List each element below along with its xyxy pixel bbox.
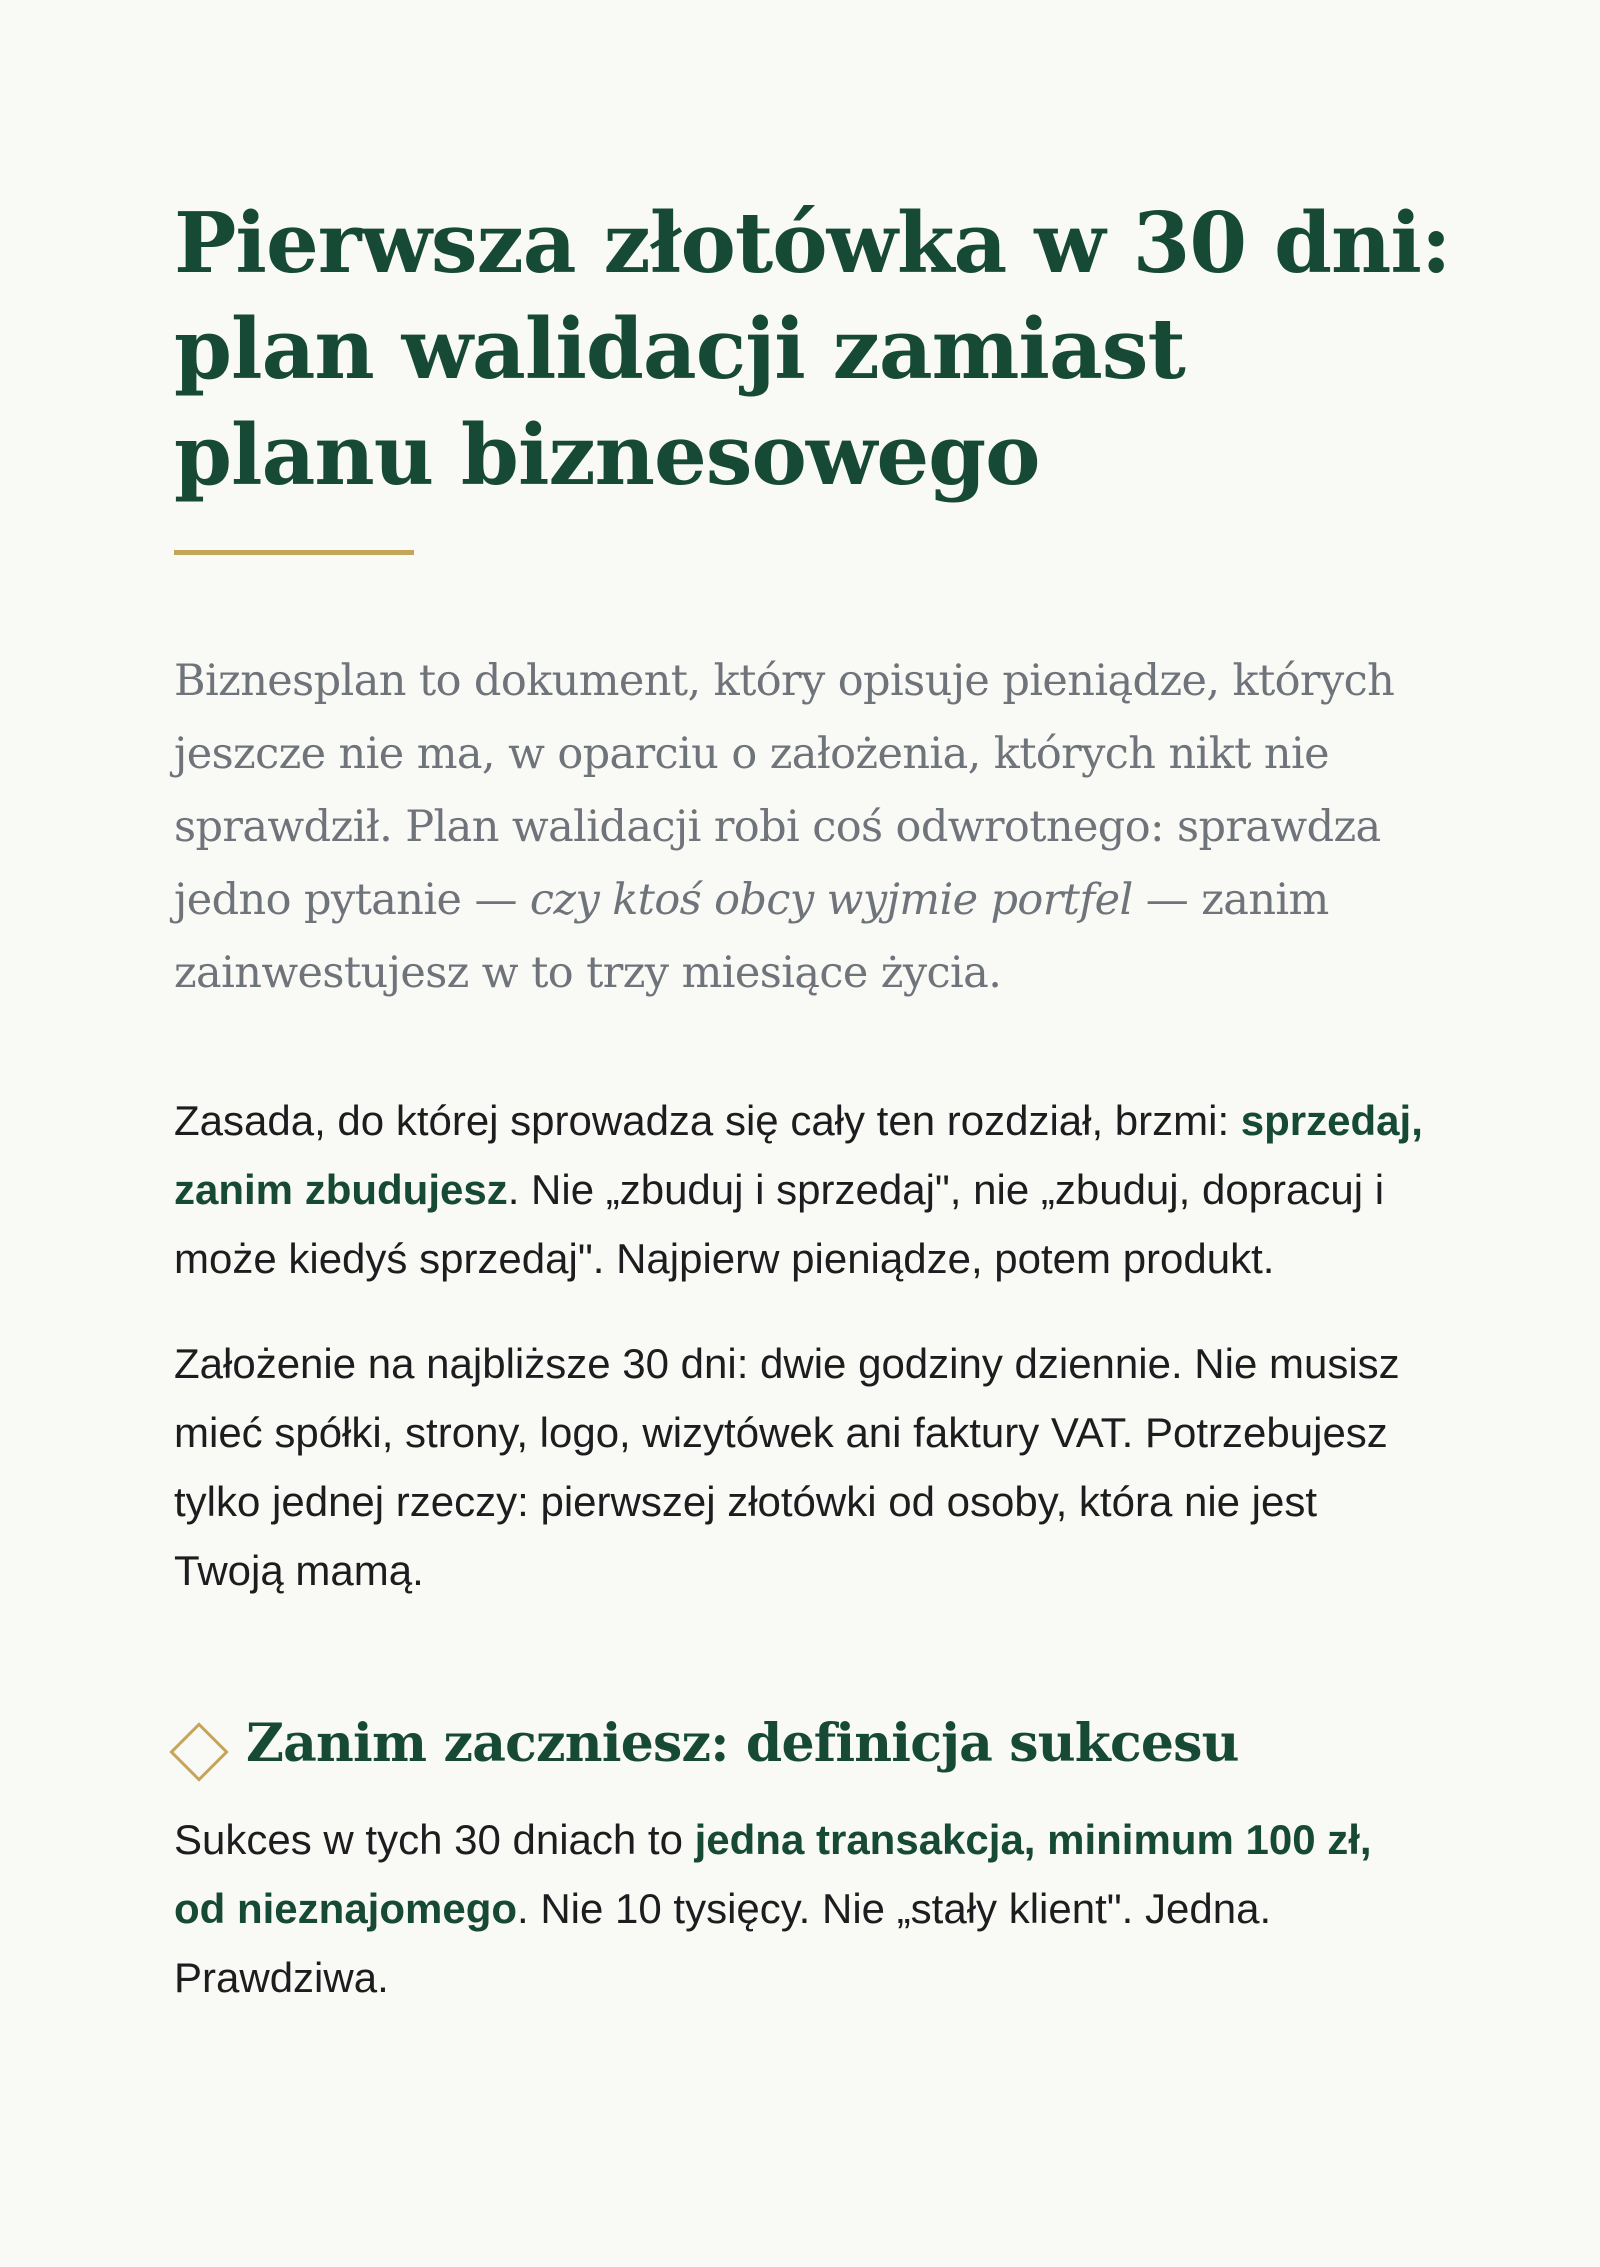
diamond-icon [169, 1722, 228, 1781]
lead-paragraph [174, 645, 1434, 1010]
success-paragraph [174, 1805, 1434, 2012]
lead-text-start: Biznesplan to dokument, który opisuje pieniądze, których jeszcze nie ma, w oparciu o założenia, których nikt nie sprawdził. Plan walidacji robi coś odwrotnego: sprawdza jedno pytanie — [174, 656, 1395, 925]
principle-text-start: Zasada, do której sprowadza się cały ten rozdział, brzmi: [174, 1097, 1241, 1144]
lead-text-end: — zanim zainwestujesz w to trzy miesiące życia. [174, 875, 1329, 998]
success-highlight: jedna transakcja, minimum 100 zł, od nieznajomego [174, 1816, 1372, 1932]
section-header [164, 1709, 1426, 1779]
lead-emphasis: czy ktoś obcy wyjmie portfel [529, 875, 1133, 925]
title-underline [174, 550, 414, 555]
success-text-start: Sukces w tych 30 dniach to [174, 1816, 695, 1863]
section-heading: Zanim zaczniesz: definicja sukcesu [246, 1713, 1239, 1774]
assumption-paragraph: Założenie na najbliższe 30 dni: dwie godziny dziennie. Nie musisz mieć spółki, strony, logo, wizytówek ani faktury VAT. Potrzebujesz tylko jednej rzeczy: pierwszej złotówki od osoby, która nie jest Twoją mamą. [174, 1340, 1400, 1594]
success-text-end: . Nie 10 tysięcy. Nie „stały klient". Jedna. Prawdziwa. [174, 1885, 1272, 2001]
page-title: Pierwsza złotówka w 30 dni: plan walidacji zamiast planu biznesowego [174, 194, 1451, 504]
principle-paragraph [174, 1086, 1434, 1293]
principle-highlight: sprzedaj, zanim zbudujesz [174, 1097, 1423, 1213]
principle-text-end: . Nie „zbuduj i sprzedaj", nie „zbuduj, dopracuj i może kiedyś sprzedaj". Najpierw pieniądze, potem produkt. [174, 1166, 1385, 1282]
